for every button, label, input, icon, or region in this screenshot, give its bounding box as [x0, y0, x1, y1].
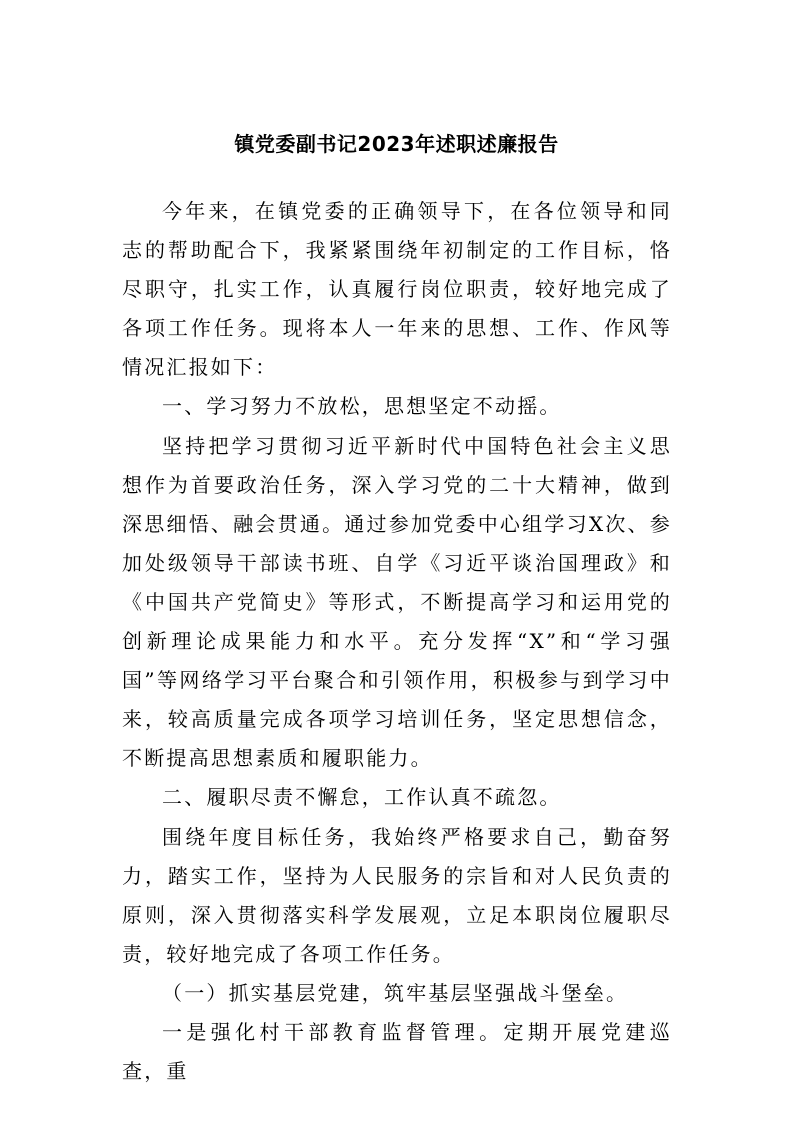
section-heading-2: 二、履职尽责不懈怠，工作认真不疏忽。 — [162, 785, 562, 810]
intro-paragraph: 今年来，在镇党委的正确领导下，在各位领导和同志的帮助配合下，我紧紧围绕年初制定的工作目标，恪尽职守，扎实工作，认真履行岗位职责，较好地完成了各项工作任务。现将本人一年来的思想、工作、作风等情况汇报如下： — [122, 199, 672, 380]
study-paragraph: 坚持把学习贯彻习近平新时代中国特色社会主义思想作为首要政治任务，深入学习党的二十大精神，做到深思细悟、融会贯通。通过参加党委中心组学习X次、参加处级领导干部读书班、自学《习近平谈治国理政》和《中国共产党简史》等形式，不断提高学习和运用党的创新理论成果能力和水平。充分发挥“X”和“学习强国”等网络学习平台聚合和引领作用，积极参与到学习中来，较高质量完成各项学习培训任务，坚定思想信念，不断提高思想素质和履职能力。 — [122, 433, 672, 771]
document-title: 镇党委副书记2023年述职述廉报告 — [234, 132, 559, 156]
cadre-supervision-paragraph: 一是强化村干部教育监督管理。定期开展党建巡查，重 — [122, 1019, 672, 1084]
document-body — [122, 192, 672, 1091]
duty-paragraph: 围绕年度目标任务，我始终严格要求自己，勤奋努力，踏实工作，坚持为人民服务的宗旨和对人民负责的原则，深入贯彻落实科学发展观，立足本职岗位履职尽责，较好地完成了各项工作任务。 — [122, 824, 672, 966]
subsection-heading-1: （一）抓实基层党建，筑牢基层坚强战斗堡垒。 — [162, 980, 629, 1005]
section-heading-1: 一、学习努力不放松，思想坚定不动摇。 — [162, 394, 562, 419]
